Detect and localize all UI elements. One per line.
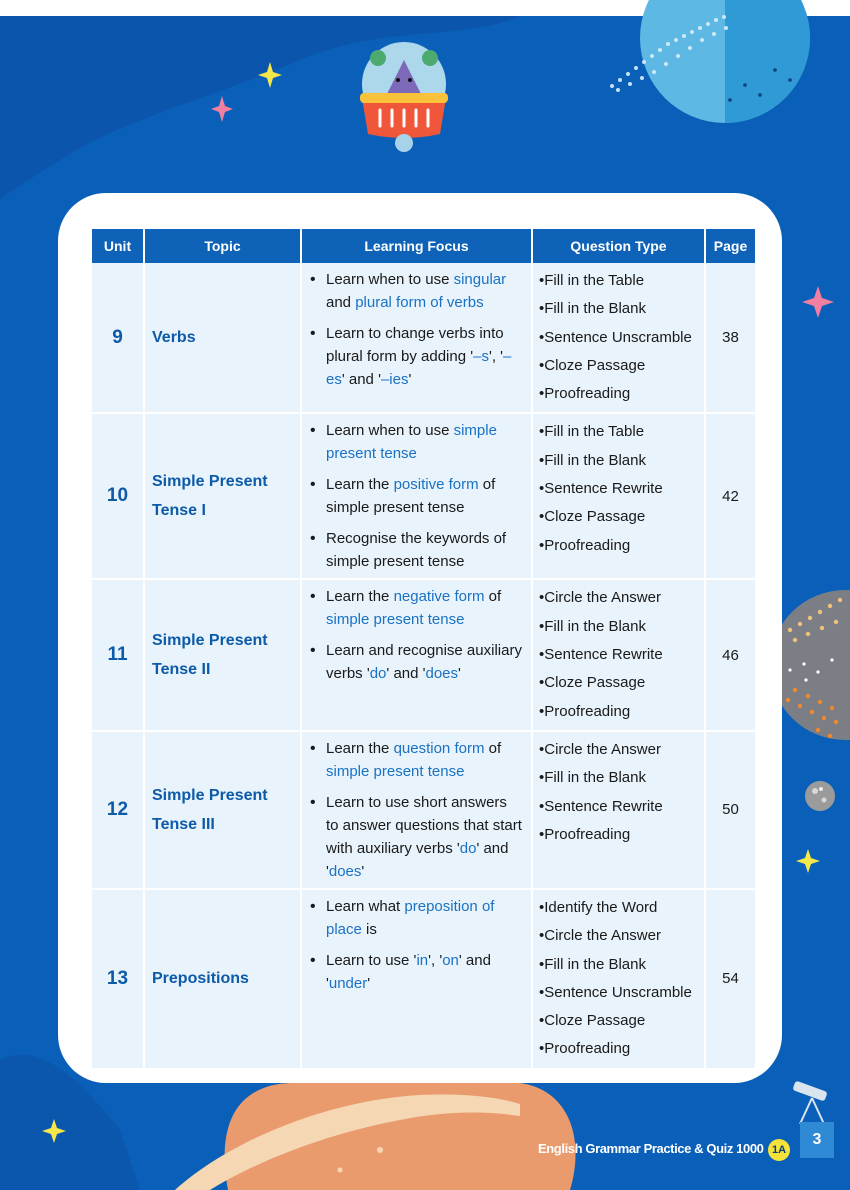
focus-text: ' — [361, 862, 365, 880]
focus-text: ' — [408, 371, 412, 388]
unit-number: 9 — [92, 263, 145, 414]
learning-focus-item — [308, 737, 523, 783]
question-type-item: • Circle the Answer — [539, 922, 702, 950]
table-row — [92, 732, 755, 890]
learning-focus-item — [308, 322, 523, 391]
header-unit: Unit — [92, 229, 145, 263]
question-type-item: • Proofreading — [539, 532, 702, 560]
topic-name — [145, 414, 302, 580]
focus-text: ' and ' — [326, 951, 491, 992]
topic-line: Tense II — [152, 661, 211, 679]
topic-line: Prepositions — [152, 970, 249, 988]
focus-text: Learn to use ' — [326, 951, 417, 969]
learning-focus — [302, 890, 533, 1070]
question-type-item: • Sentence Unscramble — [539, 324, 702, 352]
book-title: English Grammar Practice & Quiz 1000 — [538, 1141, 764, 1156]
learning-focus-item — [308, 527, 523, 573]
focus-text: Learn what — [326, 897, 405, 915]
focus-text: ', ' — [488, 348, 504, 365]
question-type-item: • Fill in the Blank — [539, 295, 702, 323]
question-type-item: • Sentence Unscramble — [539, 979, 702, 1007]
question-type-item: • Fill in the Blank — [539, 447, 702, 475]
focus-keyword: does — [425, 665, 459, 683]
focus-text: of — [484, 588, 502, 606]
question-type-item: • Proofreading — [539, 380, 702, 408]
focus-text: ' and ' — [326, 839, 509, 880]
question-type-item: • Cloze Passage — [539, 503, 702, 531]
question-type-item: • Cloze Passage — [539, 1007, 702, 1035]
focus-keyword: on — [442, 951, 459, 969]
topic-name — [145, 580, 302, 731]
learning-focus — [302, 414, 533, 580]
focus-text: Learn the — [326, 476, 394, 494]
focus-text: of — [484, 739, 502, 757]
page-number: 54 — [706, 890, 755, 1070]
page-number: 50 — [706, 732, 755, 890]
focus-keyword: simple present tense — [326, 422, 497, 463]
table-row — [92, 263, 755, 414]
page-number: 38 — [706, 263, 755, 414]
question-type-item: • Fill in the Table — [539, 267, 702, 295]
focus-text: ' — [367, 974, 371, 992]
focus-text: Learn the — [326, 739, 394, 757]
question-type-item: • Fill in the Blank — [539, 764, 702, 792]
focus-text: ', ' — [428, 951, 443, 969]
focus-text: and — [326, 294, 356, 311]
focus-keyword: –s — [473, 348, 489, 365]
focus-keyword: positive form — [393, 476, 479, 494]
topic-line: Simple Present — [152, 786, 268, 804]
focus-keyword: in — [416, 951, 429, 969]
learning-focus-item — [308, 949, 523, 995]
focus-text: Learn to change verbs into plural form by adding ' — [326, 325, 504, 365]
focus-keyword: negative form — [393, 588, 485, 606]
units-table — [92, 229, 755, 1070]
focus-keyword: simple present tense — [326, 611, 465, 629]
topic-line: Tense III — [152, 815, 215, 833]
focus-text: Learn to use short answers to answer questions that start with auxiliary verbs ' — [326, 793, 522, 857]
unit-number: 11 — [92, 580, 145, 731]
learning-focus-item — [308, 473, 523, 519]
question-type-item: • Proofreading — [539, 821, 702, 849]
focus-keyword: does — [328, 862, 362, 880]
focus-keyword: under — [328, 974, 368, 992]
learning-focus-item — [308, 639, 523, 685]
table-header-row — [92, 229, 755, 263]
learning-focus-item — [308, 419, 523, 465]
focus-text: ' and ' — [341, 371, 381, 388]
page-number: 42 — [706, 414, 755, 580]
focus-text: ' — [458, 665, 461, 683]
table-row — [92, 580, 755, 731]
focus-keyword: –ies — [380, 371, 409, 388]
learning-focus-item — [308, 791, 523, 883]
focus-keyword: plural form of verbs — [355, 294, 484, 311]
learning-focus — [302, 263, 533, 414]
moon-small — [805, 781, 835, 811]
question-type-item: • Circle the Answer — [539, 584, 702, 612]
learning-focus — [302, 580, 533, 731]
question-type-item: • Cloze Passage — [539, 352, 702, 380]
question-type-item: • Identify the Word — [539, 894, 702, 922]
topic-name — [145, 263, 302, 414]
focus-text: Learn when to use — [326, 422, 454, 440]
focus-keyword: –es — [326, 348, 512, 388]
question-type-item: • Fill in the Blank — [539, 951, 702, 979]
table-row — [92, 890, 755, 1070]
topic-line: Verbs — [152, 329, 196, 347]
header-page: Page — [706, 229, 755, 263]
header-question-type: Question Type — [533, 229, 706, 263]
page-number: 46 — [706, 580, 755, 731]
unit-number: 13 — [92, 890, 145, 1070]
focus-text: Learn and recognise auxiliary verbs ' — [326, 642, 522, 683]
unit-number: 10 — [92, 414, 145, 580]
question-type-item: • Circle the Answer — [539, 736, 702, 764]
question-types — [533, 414, 706, 580]
topic-line: Tense I — [152, 502, 206, 520]
question-types — [533, 263, 706, 414]
question-type-item: • Fill in the Blank — [539, 613, 702, 641]
focus-keyword: singular — [453, 271, 507, 288]
topic-name — [145, 732, 302, 890]
focus-text: Learn the — [326, 588, 394, 606]
header-topic: Topic — [145, 229, 302, 263]
header-learning-focus: Learning Focus — [302, 229, 533, 263]
question-types — [533, 732, 706, 890]
question-type-item: • Cloze Passage — [539, 669, 702, 697]
focus-keyword: question form — [393, 739, 485, 757]
focus-keyword: do — [459, 839, 477, 857]
question-type-item: • Sentence Rewrite — [539, 475, 702, 503]
page-number-box: 3 — [800, 1122, 834, 1158]
focus-text: Recognise the keywords of simple present tense — [326, 530, 507, 571]
question-type-item: • Sentence Rewrite — [539, 641, 702, 669]
question-types — [533, 890, 706, 1070]
table-row — [92, 414, 755, 580]
focus-keyword: preposition of place — [326, 897, 495, 938]
topic-line: Simple Present — [152, 473, 268, 491]
level-badge: 1A — [768, 1139, 790, 1161]
topic-name — [145, 890, 302, 1070]
question-types — [533, 580, 706, 731]
learning-focus-item — [308, 268, 523, 314]
topic-line: Simple Present — [152, 632, 268, 650]
focus-text: is — [361, 920, 377, 938]
unit-number: 12 — [92, 732, 145, 890]
learning-focus-item — [308, 585, 523, 631]
focus-text: Learn when to use — [326, 271, 454, 288]
question-type-item: • Sentence Rewrite — [539, 793, 702, 821]
learning-focus — [302, 732, 533, 890]
question-type-item: • Fill in the Table — [539, 418, 702, 446]
focus-keyword: do — [369, 665, 387, 683]
question-type-item: • Proofreading — [539, 698, 702, 726]
table-body — [92, 263, 755, 1070]
question-type-item: • Proofreading — [539, 1035, 702, 1063]
focus-text: of simple present tense — [326, 476, 496, 517]
focus-text: ' and ' — [386, 665, 426, 683]
focus-keyword: simple present tense — [326, 762, 465, 780]
learning-focus-item — [308, 895, 523, 941]
